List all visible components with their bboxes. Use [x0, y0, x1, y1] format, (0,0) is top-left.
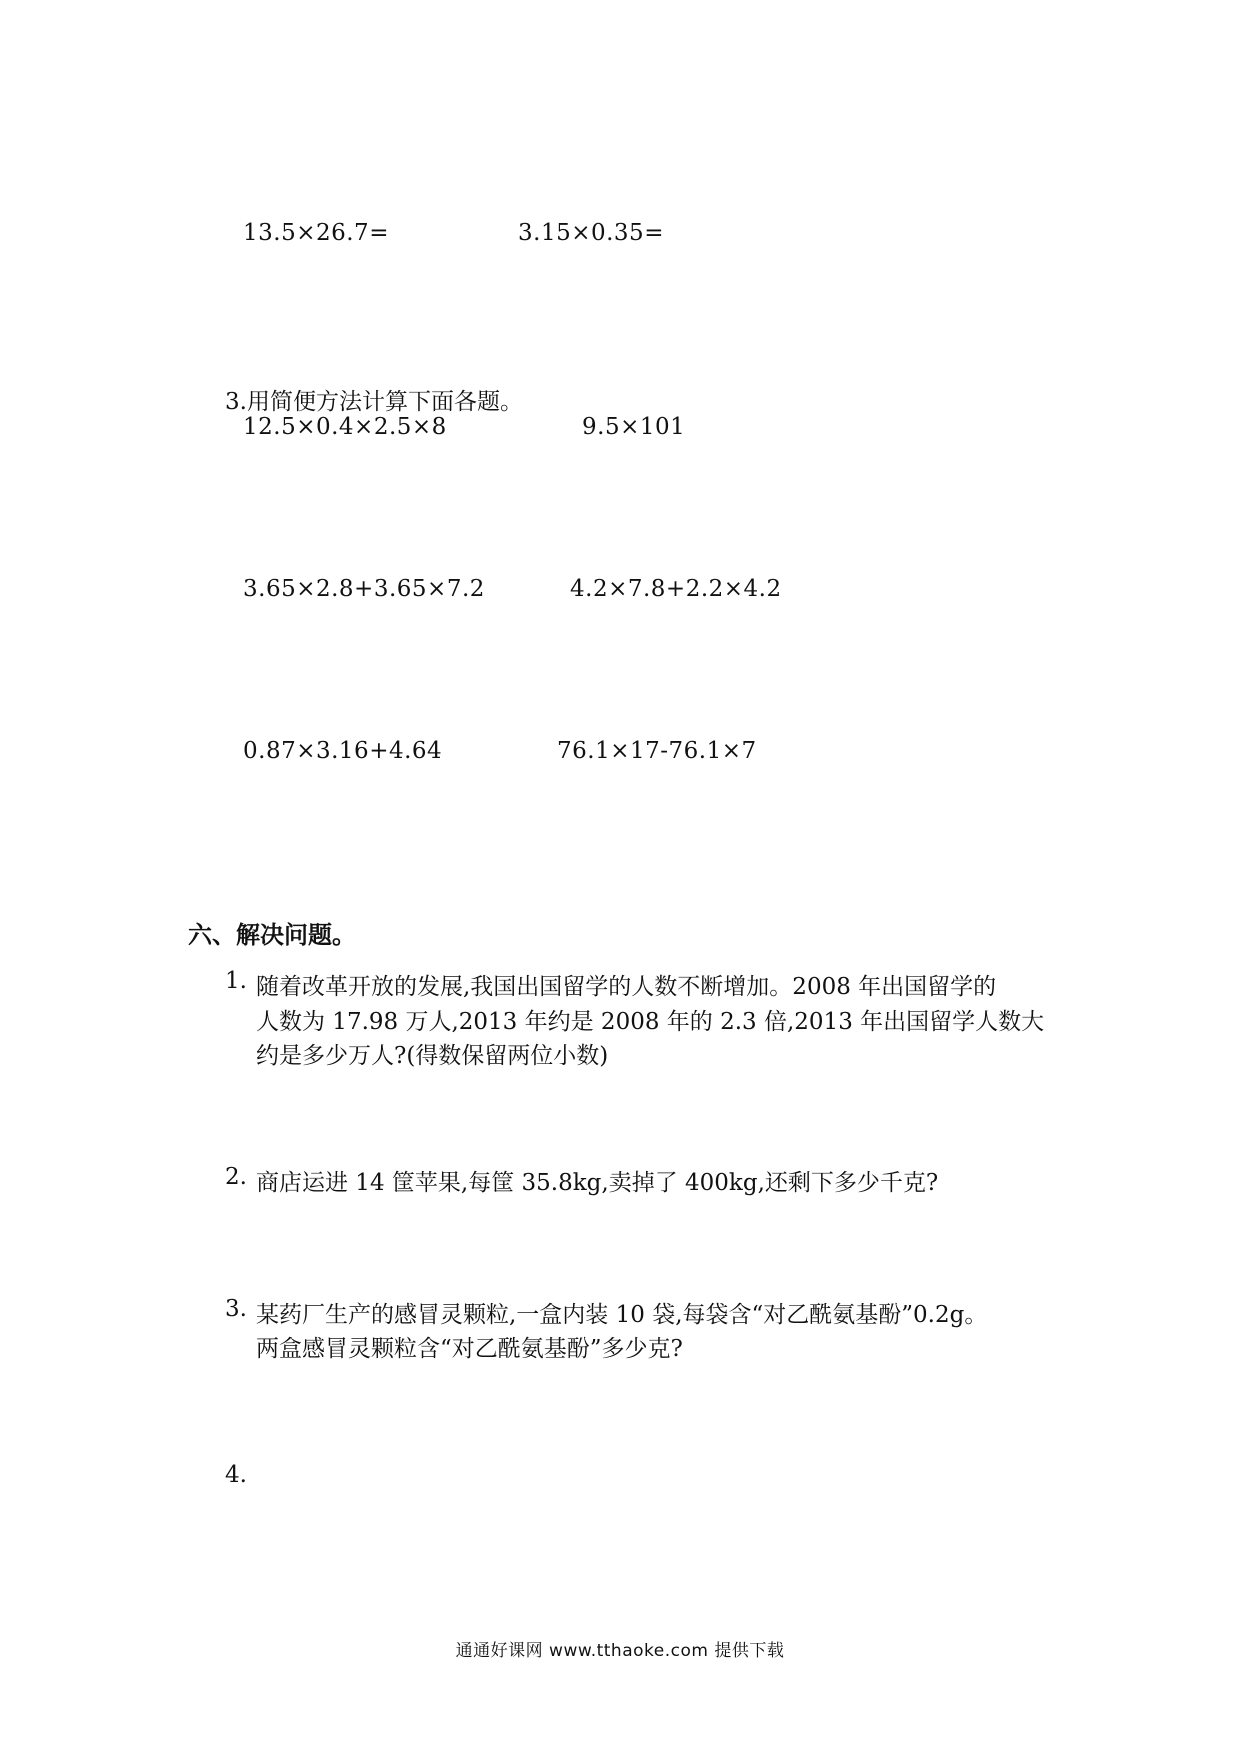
- problem-number: 1.: [225, 968, 247, 994]
- calc-item: 13.5×26.7=: [243, 220, 389, 246]
- problem-line: 约是多少万人?(得数保留两位小数): [256, 1043, 609, 1069]
- calc-item: 3.15×0.35=: [518, 220, 664, 246]
- subsection-title: 3.用简便方法计算下面各题。: [225, 389, 523, 415]
- problem-number: 4.: [225, 1462, 247, 1488]
- problem-line: 某药厂生产的感冒灵颗粒,一盒内装 10 袋,每袋含“对乙酰氨基酚”0.2g。: [256, 1302, 988, 1328]
- calc-item: 76.1×17-76.1×7: [557, 738, 757, 764]
- calc-item: 3.65×2.8+3.65×7.2: [243, 576, 485, 602]
- calc-item: 0.87×3.16+4.64: [243, 738, 443, 764]
- problem-line: 人数为 17.98 万人,2013 年约是 2008 年的 2.3 倍,2013 年出国留学人数大: [256, 1009, 1045, 1035]
- problem-number: 2.: [225, 1164, 247, 1190]
- problem-line: 两盒感冒灵颗粒含“对乙酰氨基酚”多少克?: [256, 1336, 683, 1362]
- page-footer: 通通好课网 www.tthaoke.com 提供下载: [455, 1641, 785, 1661]
- problem-number: 3.: [225, 1296, 247, 1322]
- calc-item: 12.5×0.4×2.5×8: [243, 414, 447, 440]
- calc-item: 4.2×7.8+2.2×4.2: [570, 576, 782, 602]
- calc-item: 9.5×101: [582, 414, 686, 440]
- problem-line: 随着改革开放的发展,我国出国留学的人数不断增加。2008 年出国留学的: [256, 974, 997, 1000]
- section-heading: 六、解决问题。: [188, 920, 356, 949]
- problem-line: 商店运进 14 筐苹果,每筐 35.8kg,卖掉了 400kg,还剩下多少千克?: [256, 1170, 939, 1196]
